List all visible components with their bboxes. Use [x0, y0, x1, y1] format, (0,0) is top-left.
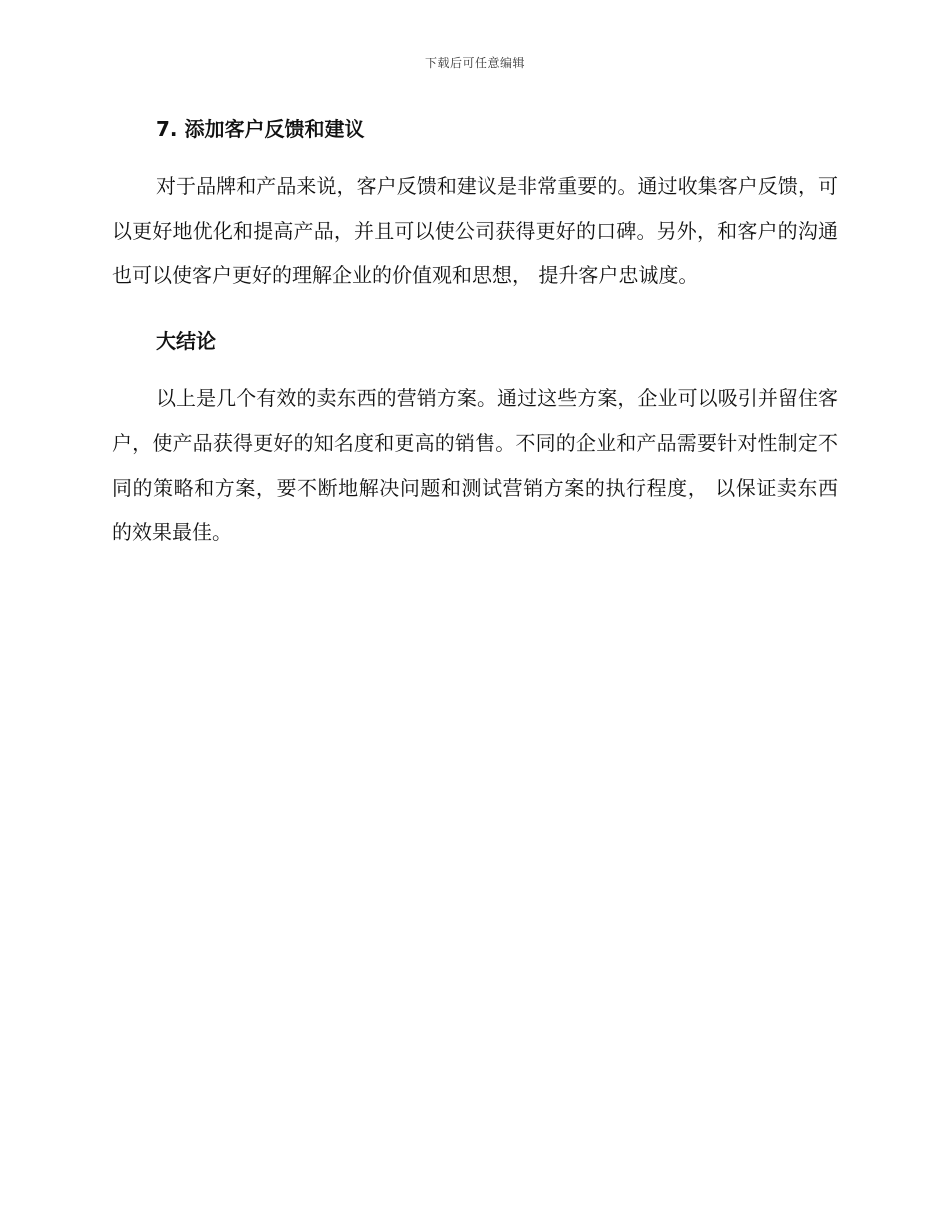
- section-title: 7. 添加客户反馈和建议: [156, 117, 365, 141]
- section-paragraph: 对于品牌和产品来说，客户反馈和建议是非常重要的。通过收集客户反馈，可以更好地优化和提高产品，并且可以使公司获得更好的口碑。另外，和客户的沟通也可以使客户更好的理解企业的价值观和思想， 提升客户忠诚度。: [112, 174, 838, 288]
- document-content: [112, 114, 838, 555]
- section-conclusion: [112, 326, 838, 555]
- section-title: 大结论: [156, 329, 216, 354]
- section-customer-feedback: [112, 114, 838, 298]
- section-spacing: [112, 144, 838, 164]
- section-divider-space: [112, 298, 838, 326]
- section-paragraph: 以上是几个有效的卖东西的营销方案。通过这些方案，企业可以吸引并留住客户，使产品获得更好的知名度和更高的销售。不同的企业和产品需要针对性制定不同的策略和方案，要不断地解决问题和测试营销方案的执行程度， 以保证卖东西的效果最佳。: [112, 386, 838, 545]
- section-spacing: [112, 356, 838, 376]
- page-header-note: 下载后可任意编辑: [424, 56, 525, 70]
